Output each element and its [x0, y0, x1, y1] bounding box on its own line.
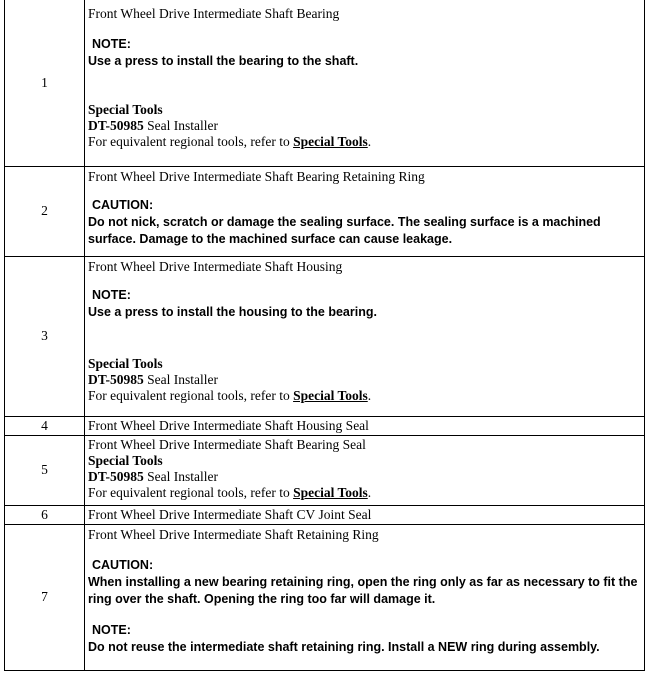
special-tools-link[interactable]: Special Tools — [293, 387, 368, 403]
ref-suffix: . — [367, 134, 372, 149]
ref-prefix: For equivalent regional tools, refer to — [88, 484, 290, 500]
caution-label: CAUTION: — [92, 557, 154, 572]
note-label: NOTE: — [92, 622, 131, 637]
special-tools-link[interactable]: Special Tools — [293, 134, 368, 149]
step-title: Front Wheel Drive Intermediate Shaft Bearing — [88, 6, 340, 21]
note-text: Use a press to install the housing to the bearing. — [88, 304, 377, 319]
special-tools-heading: Special Tools — [88, 452, 163, 468]
step-number: 6 — [5, 505, 85, 524]
caution-text: When installing a new bearing retaining ring, open the ring only as far as necessary to fit the ring over the shaft. Opening the ring too far will damage it. — [88, 574, 638, 606]
step-title: Front Wheel Drive Intermediate Shaft Retaining Ring — [88, 526, 379, 542]
caution-text: Do not nick, scratch or damage the sealing surface. The sealing surface is a machined surface. Damage to the machined surface can cause leakage. — [88, 214, 601, 246]
tool-code: DT-50985 — [88, 371, 144, 387]
ref-suffix: . — [367, 387, 372, 403]
step-number: 4 — [5, 416, 85, 435]
step-title: Front Wheel Drive Intermediate Shaft Housing — [88, 258, 343, 274]
tool-code: DT-50985 — [88, 118, 144, 133]
step-content — [85, 256, 645, 416]
table-row — [5, 505, 645, 524]
table-row — [5, 166, 645, 256]
tool-code: DT-50985 — [88, 468, 144, 484]
table-row — [5, 524, 645, 670]
tool-name: Seal Installer — [147, 468, 218, 484]
step-title: Front Wheel Drive Intermediate Shaft Bearing Retaining Ring — [88, 168, 425, 184]
step-title: Front Wheel Drive Intermediate Shaft Housing Seal — [88, 417, 369, 433]
tool-entry — [88, 118, 218, 133]
caution-label: CAUTION: — [92, 197, 154, 212]
ref-prefix: For equivalent regional tools, refer to — [88, 134, 290, 149]
table-row — [5, 435, 645, 505]
step-content — [85, 166, 645, 256]
tool-reference — [88, 134, 371, 149]
step-number: 1 — [5, 0, 85, 166]
table-row — [5, 0, 645, 166]
note-text: Use a press to install the bearing to the shaft. — [88, 54, 359, 68]
step-number: 2 — [5, 166, 85, 256]
step-content — [85, 0, 645, 166]
ref-suffix: . — [367, 484, 372, 500]
ref-prefix: For equivalent regional tools, refer to — [88, 387, 290, 403]
step-content — [85, 416, 645, 435]
special-tools-heading: Special Tools — [88, 102, 163, 117]
note-text: Do not reuse the intermediate shaft retaining ring. Install a NEW ring during assembly. — [88, 639, 600, 654]
note-label: NOTE: — [92, 287, 131, 302]
step-title: Front Wheel Drive Intermediate Shaft Bearing Seal — [88, 436, 366, 452]
tool-entry — [88, 469, 218, 484]
tool-reference — [88, 388, 371, 403]
table-row — [5, 416, 645, 435]
step-content — [85, 505, 645, 524]
step-number: 5 — [5, 435, 85, 505]
step-number: 7 — [5, 524, 85, 670]
tool-name: Seal Installer — [147, 118, 218, 133]
step-content — [85, 524, 645, 670]
special-tools-heading: Special Tools — [88, 355, 163, 371]
special-tools-link[interactable]: Special Tools — [293, 484, 368, 500]
tool-reference — [88, 485, 371, 500]
note-label: NOTE: — [92, 37, 131, 51]
procedure-table — [4, 0, 645, 671]
step-number: 3 — [5, 256, 85, 416]
step-title: Front Wheel Drive Intermediate Shaft CV Joint Seal — [88, 506, 372, 522]
step-content — [85, 435, 645, 505]
tool-name: Seal Installer — [147, 371, 218, 387]
tool-entry — [88, 372, 218, 387]
table-row — [5, 256, 645, 416]
